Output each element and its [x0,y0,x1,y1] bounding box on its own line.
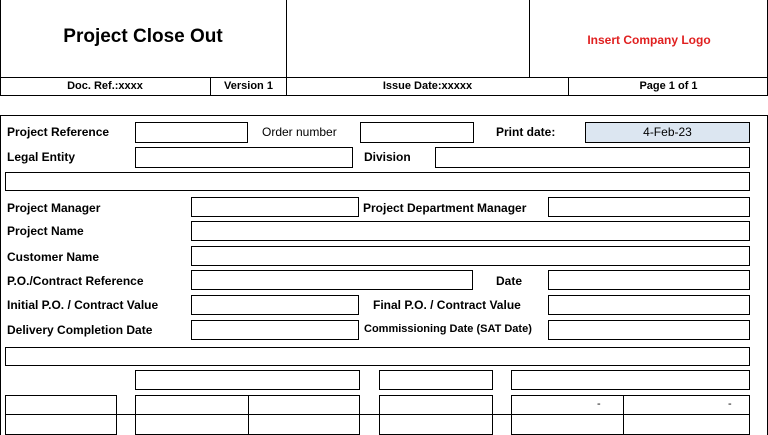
project-department-manager-field[interactable] [548,197,750,217]
blank-cell[interactable] [511,370,750,390]
blank-cell[interactable] [135,395,249,435]
commissioning-date-field[interactable] [548,320,750,340]
legal-entity-field[interactable] [135,147,353,168]
project-department-manager-label: Project Department Manager [363,201,527,215]
dash-value: - [597,398,601,410]
blank-cell[interactable] [5,395,117,435]
company-logo-placeholder[interactable]: Insert Company Logo [587,33,711,47]
issue-date: Issue Date:xxxxx [382,80,473,92]
final-po-value-field[interactable] [548,295,750,315]
project-name-label: Project Name [7,224,84,238]
blank-full-row-2[interactable] [5,347,750,366]
page-title: Project Close Out [63,26,223,47]
blank-cell[interactable] [379,395,493,435]
date-label: Date [496,274,523,288]
legal-entity-label: Legal Entity [7,150,76,164]
blank-full-row[interactable] [5,172,750,191]
initial-po-value-field[interactable] [191,295,359,315]
blank-cell[interactable] [135,370,360,390]
customer-name-field[interactable] [191,246,750,266]
division-field[interactable] [435,147,750,168]
commissioning-date-label: Commissioning Date (SAT Date) [364,323,532,335]
project-manager-label: Project Manager [7,201,101,215]
final-po-value-label: Final P.O. / Contract Value [373,298,521,312]
project-name-field[interactable] [191,221,750,241]
dash-value: - [728,398,732,410]
doc-ref: Doc. Ref.:xxxx [67,80,143,92]
date-field[interactable] [548,270,750,290]
project-reference-field[interactable] [135,122,248,143]
print-date-field[interactable]: 4-Feb-23 [585,122,750,143]
project-manager-field[interactable] [191,197,359,217]
header-divider [0,77,768,78]
version: Version 1 [224,80,273,92]
order-number-field[interactable] [360,122,474,143]
customer-name-label: Customer Name [7,250,100,264]
project-reference-label: Project Reference [7,125,110,139]
blank-cell[interactable] [248,395,360,435]
delivery-completion-date-label: Delivery Completion Date [7,323,153,337]
po-contract-reference-label: P.O./Contract Reference [7,274,144,288]
delivery-completion-date-field[interactable] [191,320,359,340]
print-date-label: Print date: [496,125,556,139]
order-number-label: Order number [262,125,337,139]
initial-po-value-label: Initial P.O. / Contract Value [7,298,159,312]
blank-cell[interactable] [511,395,624,435]
blank-cell[interactable] [379,370,493,390]
division-label: Division [364,150,411,164]
po-contract-reference-field[interactable] [191,270,473,290]
row-divider [5,414,750,415]
page-number: Page 1 of 1 [639,80,698,92]
